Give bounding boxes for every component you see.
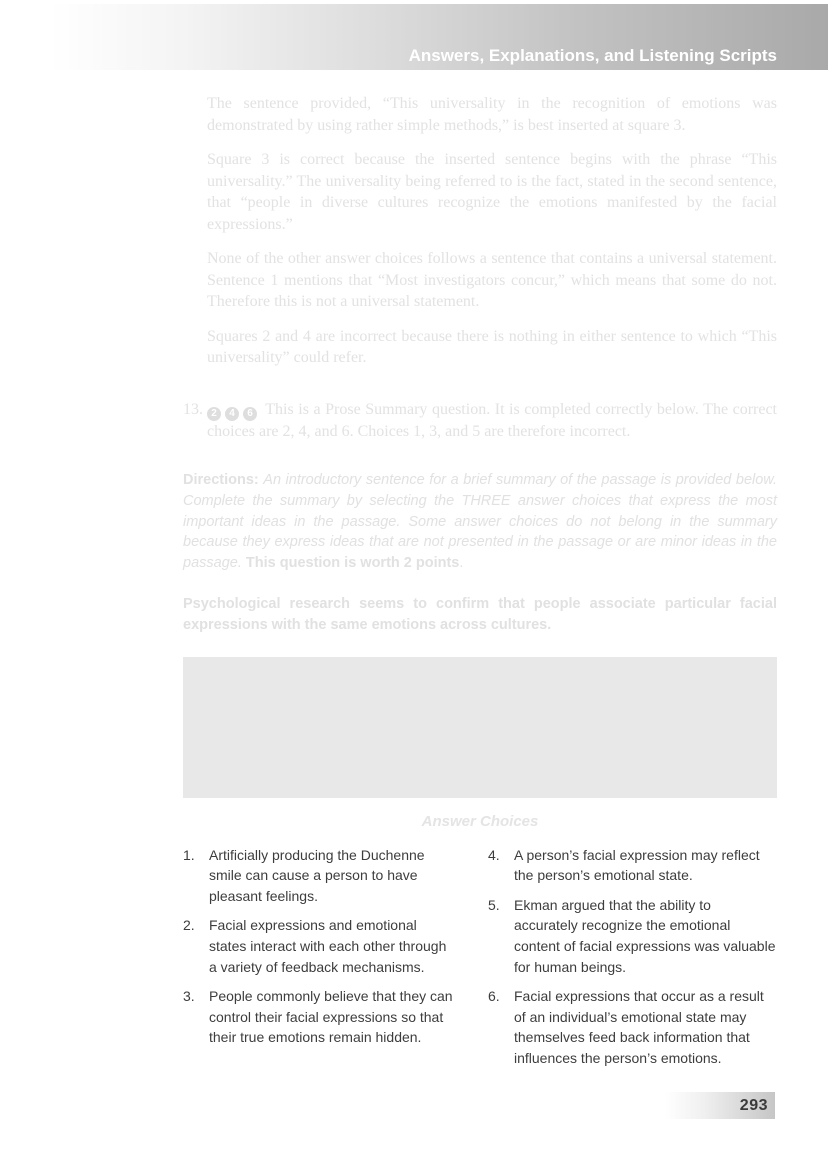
answer-choice-4 <box>488 845 777 886</box>
answer-choice-4-number: 4. <box>488 846 500 863</box>
answer-choice-1 <box>183 845 455 907</box>
answer-choice-2-number: 2. <box>183 917 195 934</box>
answer-choices-list <box>183 845 777 1078</box>
directions <box>183 470 777 574</box>
question-13-text: This is a Prose Summary question. It is completed correctly below. The correct choices are 2, 4, and 6. Choices 1, 3, and 5 are therefore incorrect. <box>207 400 778 440</box>
answer-badge-4: 4 <box>225 407 239 421</box>
answer-choice-1-text: Artificially producing the Duchenne smile can cause a person to have pleasant feelings. <box>209 846 425 904</box>
answer-choice-6-number: 6. <box>488 988 500 1005</box>
content <box>183 70 777 1078</box>
page-header-band <box>0 4 828 70</box>
answer-choice-5-number: 5. <box>488 896 500 913</box>
explanation-paragraph-4: Squares 2 and 4 are incorrect because there is nothing in either sentence to which “This universality” could refer. <box>207 327 777 366</box>
answer-choices-left-column <box>183 845 455 1078</box>
page-header-title: Answers, Explanations, and Listening Scripts <box>408 46 777 65</box>
answer-choice-2-text: Facial expressions and emotional states interact with each other through a variety of feedback mechanisms. <box>209 917 447 975</box>
answer-choice-1-number: 1. <box>183 846 195 863</box>
answer-choice-5 <box>488 895 777 977</box>
explanation-section <box>183 93 777 369</box>
answer-choice-5-text: Ekman argued that the ability to accurately recognize the emotional content of facial expressions was valuable for human beings. <box>514 896 776 975</box>
question-13 <box>183 399 777 443</box>
question-13-number: 13. <box>183 400 203 418</box>
answer-choice-2 <box>183 915 455 977</box>
answer-choice-4-text: A person’s facial expression may reflect the person’s emotional state. <box>514 846 760 884</box>
answer-choices-right-column <box>488 845 777 1078</box>
page-number: 293 <box>739 1096 768 1114</box>
answer-choice-6-text: Facial expressions that occur as a result of an individual’s emotional state may themselves feed back information that influences the person’s emotions. <box>514 988 764 1066</box>
answer-choice-6 <box>488 986 777 1068</box>
directions-label: Directions: <box>183 472 259 488</box>
answer-choice-3-text: People commonly believe that they can control their facial expressions so that their true emotions remain hidden. <box>209 988 453 1046</box>
answer-badge-2: 2 <box>207 407 221 421</box>
summary-intro-sentence: Psychological research seems to confirm that people associate particular facial expressions with the same emotions across cultures. <box>183 595 777 633</box>
directions-period: . <box>459 555 464 572</box>
answer-choice-3-number: 3. <box>183 988 195 1005</box>
page-footer-band <box>665 1092 775 1119</box>
answer-choices-heading: Answer Choices <box>421 812 539 830</box>
answer-badge-6: 6 <box>243 407 257 421</box>
directions-italic-text: An introductory sentence for a brief summary of the passage is provided below. Complete the summary by selecting the THREE answer choices that express the most important ideas in the passage. Some answer choices do not belong in the summary because they express ideas that are not presented in the passage or are minor ideas in the passage. <box>183 472 777 572</box>
explanation-paragraph-3: None of the other answer choices follows a sentence that contains a universal statement. Sentence 1 mentions that “Most investigators concur,” which means that some do not. Therefore this is not a universal statement. <box>207 250 777 310</box>
directions-points-note: This question is worth 2 points <box>245 555 460 572</box>
explanation-paragraph-2: Square 3 is correct because the inserted sentence begins with the phrase “This universality.” The universality being referred to is the fact, stated in the second sentence, that “people in diverse cultures recognize the emotions manifested by the facial expressions.” <box>207 151 777 233</box>
summary-answer-box <box>183 657 777 798</box>
answer-choice-3 <box>183 986 455 1048</box>
explanation-paragraph-1: The sentence provided, “This universality in the recognition of emotions was demonstrated by using rather simple methods,” is best inserted at square 3. <box>207 95 777 134</box>
